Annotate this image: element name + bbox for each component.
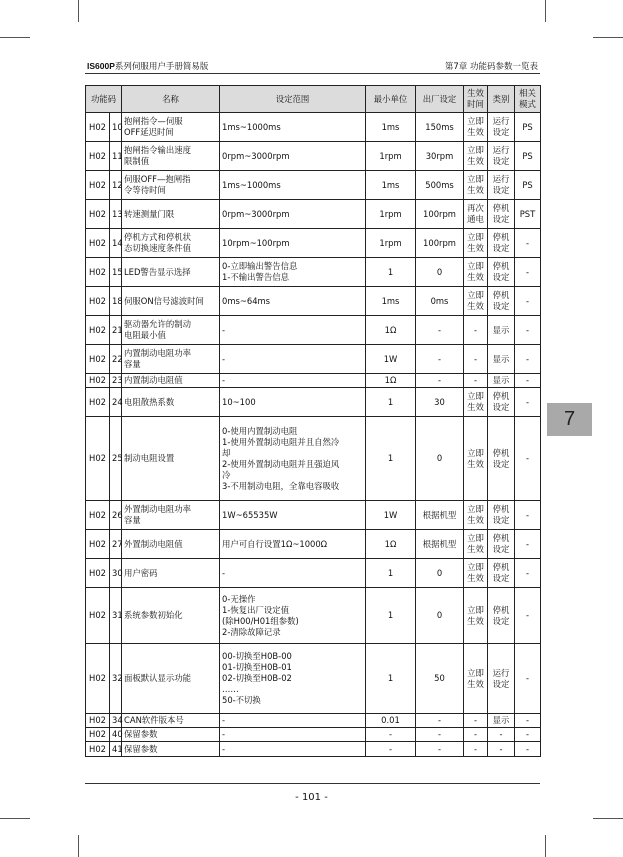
crop-mark: [78, 0, 79, 22]
table-row: [86, 388, 541, 417]
category-cell: 显示: [488, 714, 515, 728]
name-cell: 制动电阻设置: [122, 417, 220, 501]
index-cell: 10: [110, 113, 122, 142]
index-cell: 11: [110, 142, 122, 171]
default-cell: -: [416, 714, 464, 728]
unit-cell: 1rpm: [366, 200, 416, 229]
unit-cell: 1rpm: [366, 229, 416, 258]
default-cell: 30rpm: [416, 142, 464, 171]
name-cell: 外置制动电阻功率 容量: [122, 501, 220, 530]
column-header: 功能码: [86, 86, 122, 113]
default-cell: 150ms: [416, 113, 464, 142]
table-row: [86, 200, 541, 229]
group-cell: H02: [86, 229, 110, 258]
group-cell: H02: [86, 417, 110, 501]
mode-cell: -: [515, 374, 541, 388]
unit-cell: 1: [366, 644, 416, 714]
default-cell: 0: [416, 417, 464, 501]
range-cell: 0-无操作 1-恢复出厂设定值 (除H00/H01组参数) 2-清除故障记录: [220, 588, 366, 644]
effective-cell: 立即 生效: [464, 287, 488, 316]
effective-cell: -: [464, 728, 488, 742]
table-row: [86, 258, 541, 287]
range-cell: -: [220, 345, 366, 374]
mode-cell: -: [515, 714, 541, 728]
range-cell: 1ms~1000ms: [220, 171, 366, 200]
effective-cell: 再次 通电: [464, 200, 488, 229]
range-cell: 0-立即输出警告信息 1-不输出警告信息: [220, 258, 366, 287]
effective-cell: 立即 生效: [464, 171, 488, 200]
mode-cell: -: [515, 644, 541, 714]
category-cell: -: [488, 728, 515, 742]
effective-cell: 立即 生效: [464, 142, 488, 171]
column-header: 名称: [122, 86, 220, 113]
group-cell: H02: [86, 142, 110, 171]
group-cell: H02: [86, 258, 110, 287]
crop-mark: [0, 818, 30, 819]
mode-cell: -: [515, 559, 541, 588]
unit-cell: 1ms: [366, 287, 416, 316]
index-cell: 15: [110, 258, 122, 287]
unit-cell: 1: [366, 388, 416, 417]
category-cell: 运行 设定: [488, 142, 515, 171]
name-cell: LED警告显示选择: [122, 258, 220, 287]
table-row: [86, 171, 541, 200]
index-cell: 12: [110, 171, 122, 200]
default-cell: -: [416, 345, 464, 374]
name-cell: 驱动器允许的制动 电阻最小值: [122, 316, 220, 345]
index-cell: 18: [110, 287, 122, 316]
effective-cell: -: [464, 714, 488, 728]
name-cell: 停机方式和停机状 态切换速度条件值: [122, 229, 220, 258]
group-cell: H02: [86, 728, 110, 742]
range-cell: 0-使用内置制动电阻 1-使用外置制动电阻并且自然冷 却 2-使用外置制动电阻并且强迫风 冷 3-不用制动电阻，全靠电容吸收: [220, 417, 366, 501]
category-cell: 停机 设定: [488, 258, 515, 287]
mode-cell: PS: [515, 113, 541, 142]
range-cell: 0rpm~3000rpm: [220, 200, 366, 229]
name-cell: 抱闸指令输出速度 限制值: [122, 142, 220, 171]
effective-cell: -: [464, 742, 488, 757]
group-cell: H02: [86, 530, 110, 559]
default-cell: 根据机型: [416, 530, 464, 559]
group-cell: H02: [86, 588, 110, 644]
table-header-row: [86, 86, 541, 113]
index-cell: 23: [110, 374, 122, 388]
column-header: 相关 模式: [515, 86, 541, 113]
name-cell: 伺服ON信号滤波时间: [122, 287, 220, 316]
crop-mark: [0, 37, 30, 38]
index-cell: 32: [110, 644, 122, 714]
name-cell: 抱闸指令—伺服 OFF延迟时间: [122, 113, 220, 142]
name-cell: 伺服OFF—抱闸指 令等待时间: [122, 171, 220, 200]
category-cell: 停机 设定: [488, 229, 515, 258]
mode-cell: -: [515, 345, 541, 374]
mode-cell: -: [515, 728, 541, 742]
mode-cell: -: [515, 229, 541, 258]
category-cell: 停机 设定: [488, 287, 515, 316]
unit-cell: 1: [366, 258, 416, 287]
index-cell: 21: [110, 316, 122, 345]
effective-cell: 立即 生效: [464, 229, 488, 258]
table-row: [86, 559, 541, 588]
group-cell: H02: [86, 113, 110, 142]
range-cell: -: [220, 714, 366, 728]
group-cell: H02: [86, 714, 110, 728]
range-cell: 10rpm~100rpm: [220, 229, 366, 258]
index-cell: 14: [110, 229, 122, 258]
category-cell: 运行 设定: [488, 171, 515, 200]
index-cell: 27: [110, 530, 122, 559]
default-cell: 0: [416, 588, 464, 644]
unit-cell: 1ms: [366, 171, 416, 200]
category-cell: 停机 设定: [488, 588, 515, 644]
category-cell: 显示: [488, 345, 515, 374]
unit-cell: 1Ω: [366, 374, 416, 388]
category-cell: 停机 设定: [488, 501, 515, 530]
default-cell: 0: [416, 258, 464, 287]
group-cell: H02: [86, 388, 110, 417]
effective-cell: 立即 生效: [464, 501, 488, 530]
unit-cell: 0.01: [366, 714, 416, 728]
crop-mark: [545, 835, 546, 857]
name-cell: 系统参数初始化: [122, 588, 220, 644]
running-header-right: 第7章 功能码参数一览表: [444, 62, 538, 72]
effective-cell: -: [464, 374, 488, 388]
name-cell: 内置制动电阻功率 容量: [122, 345, 220, 374]
index-cell: 31: [110, 588, 122, 644]
page-number: - 101 -: [295, 792, 328, 803]
effective-cell: -: [464, 316, 488, 345]
group-cell: H02: [86, 171, 110, 200]
index-cell: 13: [110, 200, 122, 229]
mode-cell: -: [515, 388, 541, 417]
name-cell: 面板默认显示功能: [122, 644, 220, 714]
name-cell: 内置制动电阻值: [122, 374, 220, 388]
footer-rule: [85, 783, 540, 784]
index-cell: 41: [110, 742, 122, 757]
unit-cell: -: [366, 742, 416, 757]
range-cell: 10~100: [220, 388, 366, 417]
mode-cell: -: [515, 742, 541, 757]
unit-cell: -: [366, 728, 416, 742]
running-header-left: [87, 60, 208, 72]
effective-cell: 立即 生效: [464, 388, 488, 417]
range-cell: 0rpm~3000rpm: [220, 142, 366, 171]
category-cell: 停机 设定: [488, 530, 515, 559]
group-cell: H02: [86, 644, 110, 714]
group-cell: H02: [86, 345, 110, 374]
index-cell: 30: [110, 559, 122, 588]
category-cell: 运行 设定: [488, 644, 515, 714]
default-cell: -: [416, 728, 464, 742]
column-header: 生效 时间: [464, 86, 488, 113]
column-header: 类别: [488, 86, 515, 113]
mode-cell: -: [515, 316, 541, 345]
default-cell: 50: [416, 644, 464, 714]
effective-cell: 立即 生效: [464, 559, 488, 588]
category-cell: 停机 设定: [488, 559, 515, 588]
name-cell: CAN软件版本号: [122, 714, 220, 728]
manual-title: 系列伺服用户手册简易版: [114, 62, 209, 72]
unit-cell: 1ms: [366, 113, 416, 142]
index-cell: 34: [110, 714, 122, 728]
table-row: [86, 417, 541, 501]
range-cell: 用户可自行设置1Ω~1000Ω: [220, 530, 366, 559]
name-cell: 外置制动电阻值: [122, 530, 220, 559]
index-cell: 22: [110, 345, 122, 374]
table-row: [86, 229, 541, 258]
mode-cell: -: [515, 530, 541, 559]
effective-cell: 立即 生效: [464, 417, 488, 501]
default-cell: 100rpm: [416, 200, 464, 229]
range-cell: 00-切换至H0B-00 01-切换至H0B-01 02-切换至H0B-02 …… 50-不切换: [220, 644, 366, 714]
index-cell: 24: [110, 388, 122, 417]
table-row: [86, 374, 541, 388]
table-row: [86, 588, 541, 644]
range-cell: 1W~65535W: [220, 501, 366, 530]
column-header: 出厂设定: [416, 86, 464, 113]
group-cell: H02: [86, 316, 110, 345]
range-cell: 0ms~64ms: [220, 287, 366, 316]
table-row: [86, 742, 541, 757]
effective-cell: 立即 生效: [464, 113, 488, 142]
effective-cell: -: [464, 345, 488, 374]
table-row: [86, 113, 541, 142]
name-cell: 转速测量门限: [122, 200, 220, 229]
mode-cell: -: [515, 258, 541, 287]
default-cell: -: [416, 374, 464, 388]
table-row: [86, 728, 541, 742]
crop-mark: [78, 835, 79, 857]
header-rule: [85, 73, 540, 74]
effective-cell: 立即 生效: [464, 258, 488, 287]
group-cell: H02: [86, 501, 110, 530]
category-cell: 显示: [488, 374, 515, 388]
default-cell: 500ms: [416, 171, 464, 200]
group-cell: H02: [86, 559, 110, 588]
mode-cell: PS: [515, 142, 541, 171]
table-row: [86, 501, 541, 530]
category-cell: 停机 设定: [488, 200, 515, 229]
range-cell: 1ms~1000ms: [220, 113, 366, 142]
default-cell: 100rpm: [416, 229, 464, 258]
range-cell: -: [220, 316, 366, 345]
default-cell: -: [416, 742, 464, 757]
index-cell: 40: [110, 728, 122, 742]
default-cell: 30: [416, 388, 464, 417]
category-cell: 停机 设定: [488, 417, 515, 501]
index-cell: 25: [110, 417, 122, 501]
effective-cell: 立即 生效: [464, 530, 488, 559]
range-cell: -: [220, 728, 366, 742]
default-cell: 根据机型: [416, 501, 464, 530]
unit-cell: 1: [366, 417, 416, 501]
group-cell: H02: [86, 287, 110, 316]
column-header: 最小单位: [366, 86, 416, 113]
group-cell: H02: [86, 742, 110, 757]
table-row: [86, 644, 541, 714]
crop-mark: [593, 37, 623, 38]
category-cell: 显示: [488, 316, 515, 345]
unit-cell: 1rpm: [366, 142, 416, 171]
table-row: [86, 714, 541, 728]
name-cell: 用户密码: [122, 559, 220, 588]
category-cell: -: [488, 742, 515, 757]
range-cell: -: [220, 742, 366, 757]
table-row: [86, 142, 541, 171]
mode-cell: -: [515, 501, 541, 530]
default-cell: 0ms: [416, 287, 464, 316]
mode-cell: -: [515, 588, 541, 644]
name-cell: 保留参数: [122, 742, 220, 757]
chapter-tab: 7: [547, 403, 592, 436]
mode-cell: PST: [515, 200, 541, 229]
table-row: [86, 316, 541, 345]
group-cell: H02: [86, 200, 110, 229]
unit-cell: 1Ω: [366, 530, 416, 559]
mode-cell: -: [515, 287, 541, 316]
table-row: [86, 345, 541, 374]
unit-cell: 1: [366, 559, 416, 588]
brand-name: IS600P: [87, 61, 115, 71]
default-cell: -: [416, 316, 464, 345]
default-cell: 0: [416, 559, 464, 588]
range-cell: -: [220, 374, 366, 388]
table-row: [86, 530, 541, 559]
group-cell: H02: [86, 374, 110, 388]
effective-cell: 立即 生效: [464, 644, 488, 714]
name-cell: 电阻散热系数: [122, 388, 220, 417]
category-cell: 运行 设定: [488, 113, 515, 142]
crop-mark: [593, 818, 623, 819]
parameter-table: [85, 85, 541, 757]
unit-cell: 1Ω: [366, 316, 416, 345]
unit-cell: 1: [366, 588, 416, 644]
unit-cell: 1W: [366, 345, 416, 374]
name-cell: 保留参数: [122, 728, 220, 742]
table-row: [86, 287, 541, 316]
range-cell: -: [220, 559, 366, 588]
category-cell: 停机 设定: [488, 388, 515, 417]
mode-cell: PS: [515, 171, 541, 200]
crop-mark: [545, 0, 546, 22]
effective-cell: 立即 生效: [464, 588, 488, 644]
unit-cell: 1W: [366, 501, 416, 530]
mode-cell: -: [515, 417, 541, 501]
column-header: 设定范围: [220, 86, 366, 113]
index-cell: 26: [110, 501, 122, 530]
